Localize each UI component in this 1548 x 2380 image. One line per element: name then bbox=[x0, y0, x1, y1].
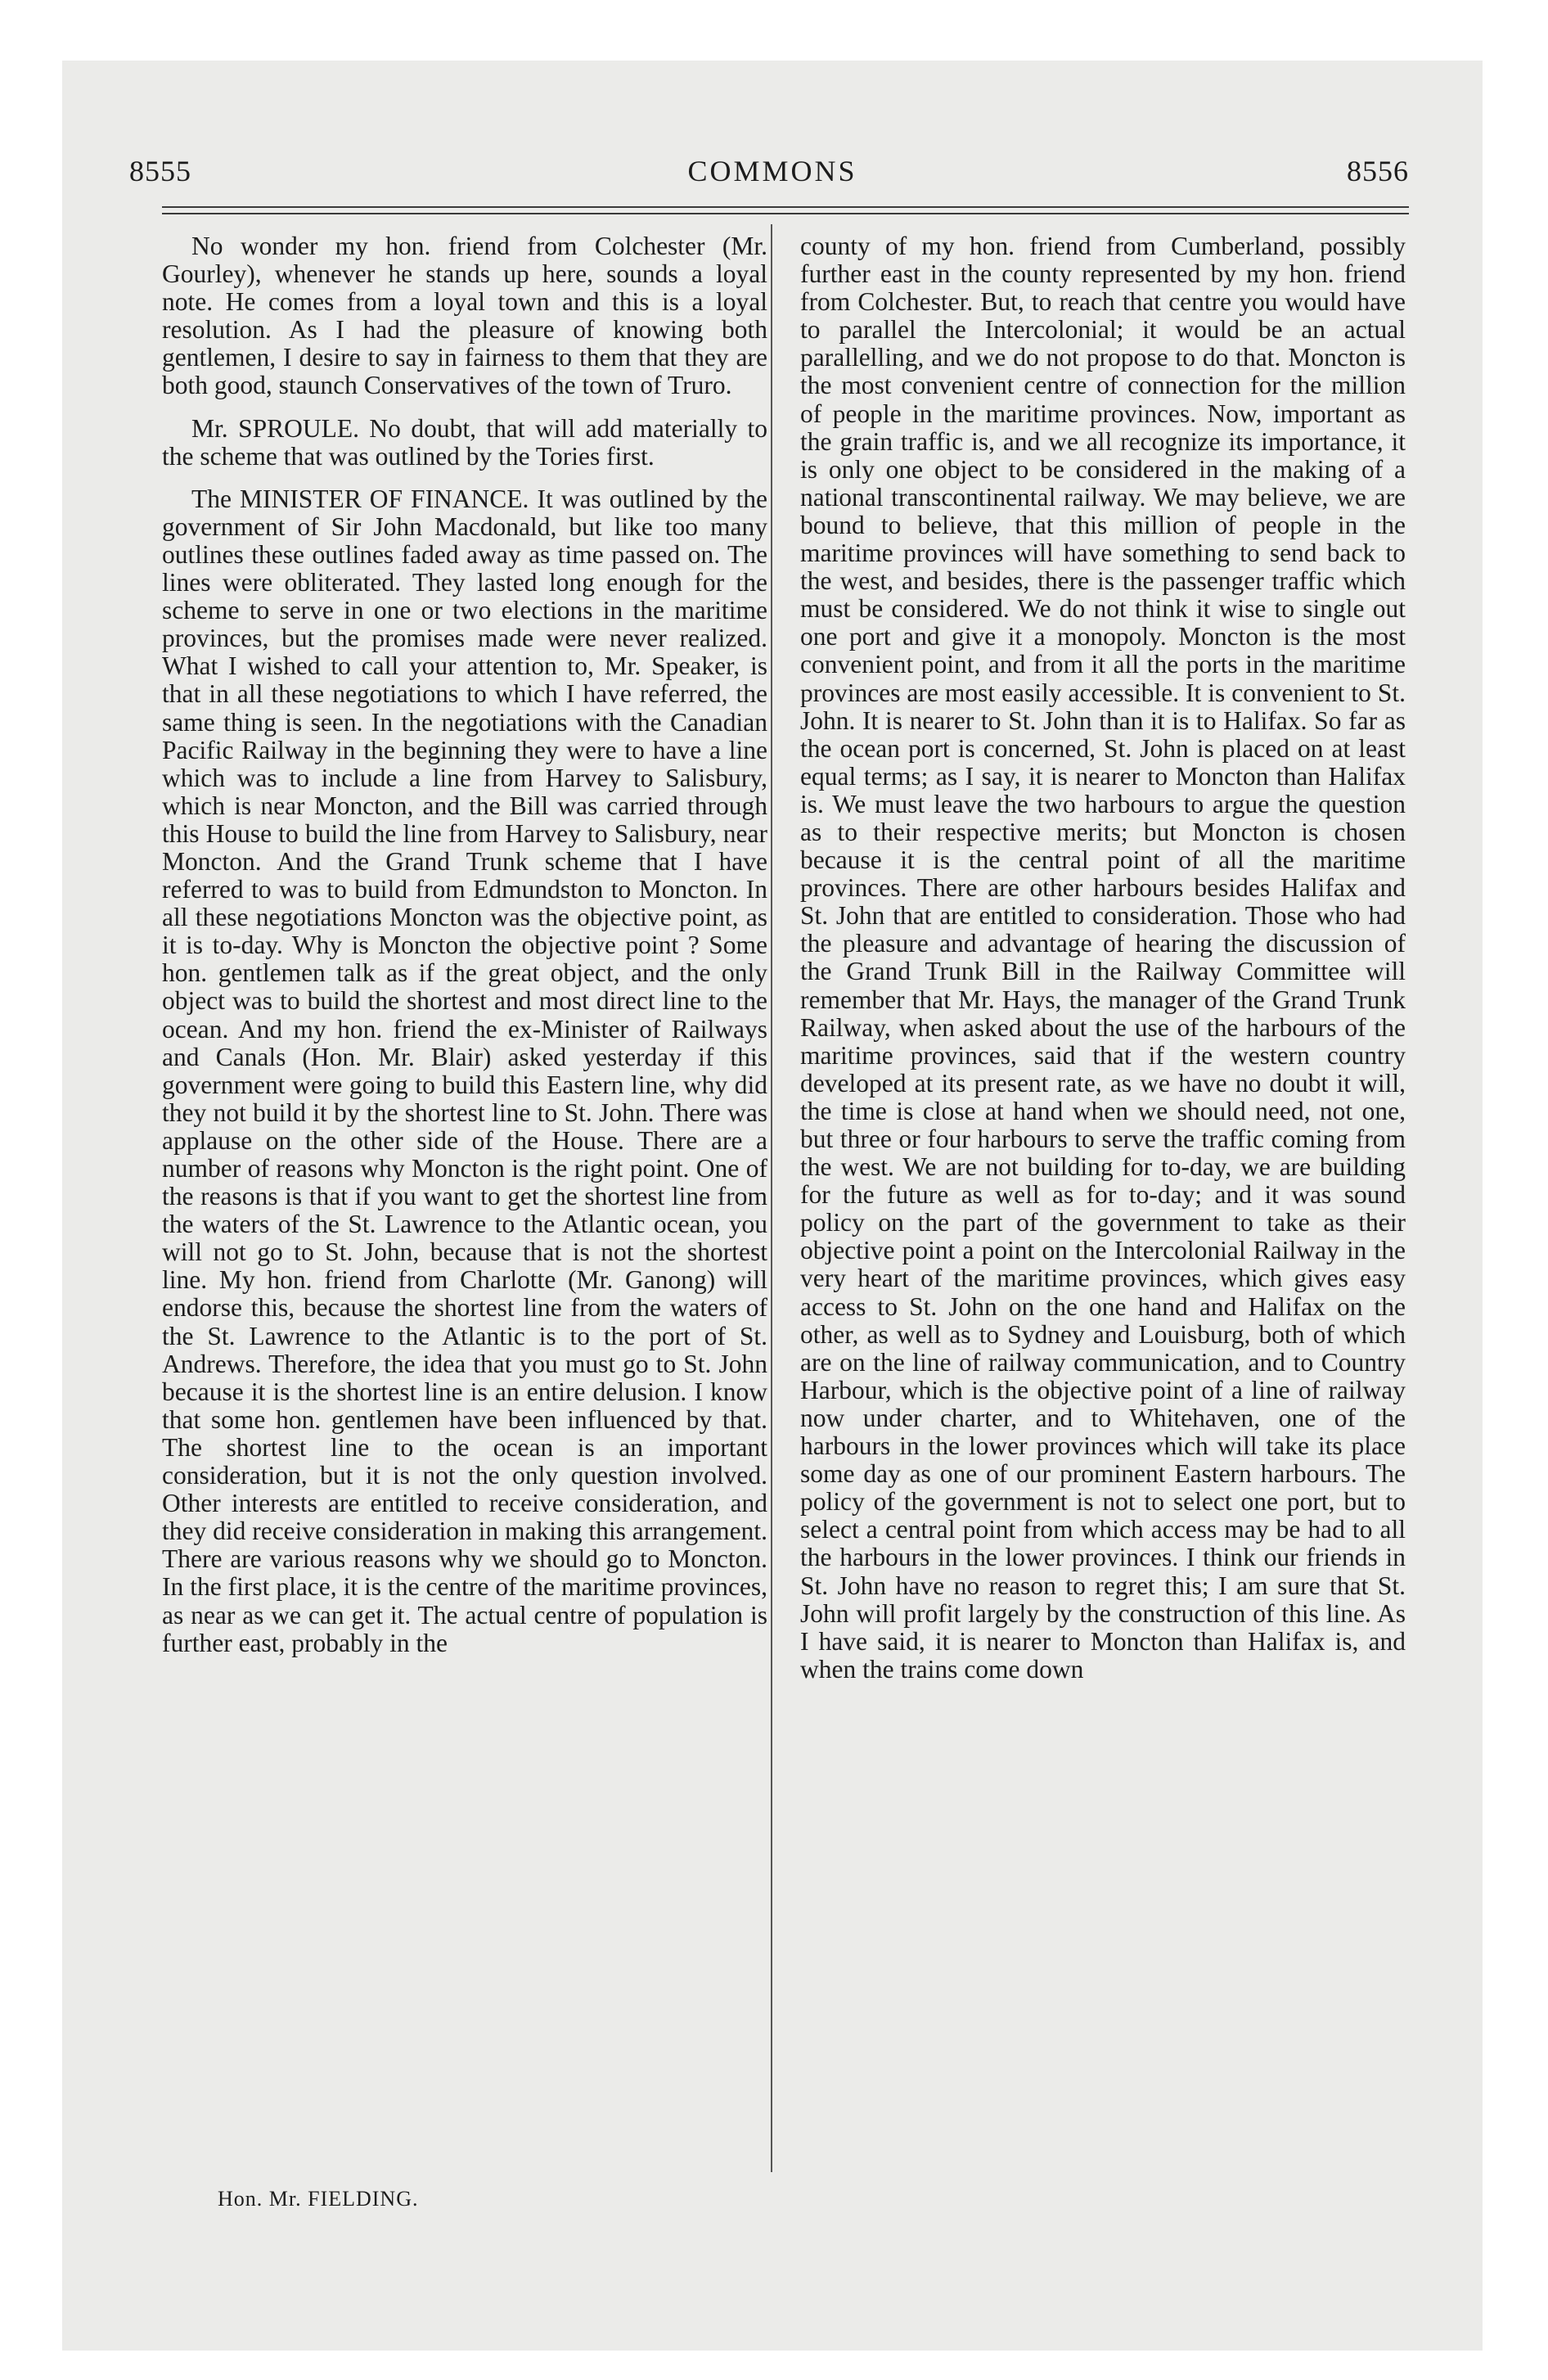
paragraph: county of my hon. friend from Cumberland, possibly further east in the county represented by my hon. friend from Colchester. But, to reach that centre you would have to parallel the Intercolonial; it would be an actual parallelling, and we do not propose to do that. Moncton is the most convenient centre of connection for the million of people in the maritime provinces. Now, important as the grain traffic is, and we all recognize its importance, it is only one object to be considered in the making of a national transcontinental railway. We may believe, we are bound to believe, that this million of people in the maritime provinces will have something to send back to the west, and besides, there is the passenger traffic which must be considered. We do not think it wise to single out one port and give it a monopoly. Moncton is the most convenient point, and from it all the ports in the maritime provinces are most easily accessible. It is convenient to St. John. It is nearer to St. John than it is to Halifax. So far as the ocean port is concerned, St. John is placed on at least equal terms; as I say, it is nearer to Moncton than Halifax is. We must leave the two harbours to argue the question as to their respective merits; but Moncton is chosen because it is the central point of all the maritime provinces. There are other harbours besides Halifax and St. John that are entitled to consideration. Those who had the pleasure and advantage of hearing the discussion of the Grand Trunk Bill in the Railway Committee will remember that Mr. Hays, the manager of the Grand Trunk Railway, when asked about the use of the harbours of the maritime provinces, said that if the western country developed at its present rate, as we have no doubt it will, the time is close at hand when we should need, not one, but three or four harbours to serve the traffic coming from the west. We are not building for to-day, we are building for the future as well as for to-day; and it was sound policy on the part of the government to take as their objective point a point on the Intercolonial Railway in the very heart of the maritime provinces, which gives easy access to St. John on the one hand and Halifax on the other, as well as to Sydney and Louisburg, both of which are on the line of railway communication, and to Country Harbour, which is the objective point of a line of railway now under charter, and to Whitehaven, one of the harbours in the lower provinces which will take its place some day as one of our prominent Eastern harbours. The policy of the government is not to select one port, but to select a central point from which access may be had to all the harbours in the lower provinces. I think our friends in St. John have no reason to regret this; I am sure that St. John will profit largely by the construction of this line. As I have said, it is nearer to Moncton than Halifax is, and when the trains come down bbox=[800, 232, 1406, 1684]
left-column bbox=[162, 232, 767, 1657]
running-title: COMMONS bbox=[687, 155, 857, 187]
scanned-page bbox=[62, 61, 1483, 2351]
paragraph: Mr. SPROULE. No doubt, that will add materially to the scheme that was outlined by the Tories first. bbox=[162, 413, 767, 471]
right-column bbox=[800, 232, 1406, 1684]
page-number-left: 8555 bbox=[129, 155, 191, 187]
footer-speaker: Hon. Mr. FIELDING. bbox=[218, 2187, 419, 2211]
paragraph: No wonder my hon. friend from Colchester (Mr. Gourley), whenever he stands up here, sounds a loyal note. He comes from a loyal town and this is a loyal resolution. As I had the pleasure of knowing both gentlemen, I desire to say in fairness to them that they are both good, staunch Conservatives of the town of Truro. bbox=[162, 232, 767, 400]
page-number-right: 8556 bbox=[1347, 155, 1409, 187]
column-divider bbox=[771, 224, 772, 2172]
header-rule-bottom bbox=[162, 213, 1409, 214]
paragraph: The MINISTER OF FINANCE. It was outlined by the government of Sir John Macdonald, but like too many outlines these outlines faded away as time passed on. The lines were obliterated. They lasted long enough for the scheme to serve in one or two elections in the maritime provinces, but the promises made were never realized. What I wished to call your attention to, Mr. Speaker, is that in all these negotiations to which I have referred, the same thing is seen. In the negotiations with the Canadian Pacific Railway in the beginning they were to have a line which was to include a line from Harvey to Salisbury, which is near Moncton, and the Bill was carried through this House to build the line from Harvey to Salisbury, near Moncton. And the Grand Trunk scheme that I have referred to was to build from Edmundston to Moncton. In all these negotiations Moncton was the objective point, as it is to-day. Why is Moncton the objective point ? Some hon. gentlemen talk as if the great object, and the only object was to build the shortest and most direct line to the ocean. And my hon. friend the ex-Minister of Railways and Canals (Hon. Mr. Blair) asked yesterday if this government were going to build this Eastern line, why did they not build it by the shortest line to St. John. There was applause on the other side of the House. There are a number of reasons why Moncton is the right point. One of the reasons is that if you want to get the shortest line from the waters of the St. Lawrence to the Atlantic ocean, you will not go to St. John, because that is not the shortest line. My hon. friend from Charlotte (Mr. Ganong) will endorse this, because the shortest line from the waters of the St. Lawrence to the Atlantic is to the port of St. Andrews. Therefore, the idea that you must go to St. John because it is the shortest line is an entire delusion. I know that some hon. gentlemen have been influenced by that. The shortest line to the ocean is an important consideration, but it is not the only question involved. Other interests are entitled to receive consideration, and they did receive consideration in making this arrangement. There are various reasons why we should go to Moncton. In the first place, it is the centre of the maritime provinces, as near as we can get it. The actual centre of population is further east, probably in the bbox=[162, 484, 768, 1657]
header-rule-top bbox=[162, 206, 1409, 208]
